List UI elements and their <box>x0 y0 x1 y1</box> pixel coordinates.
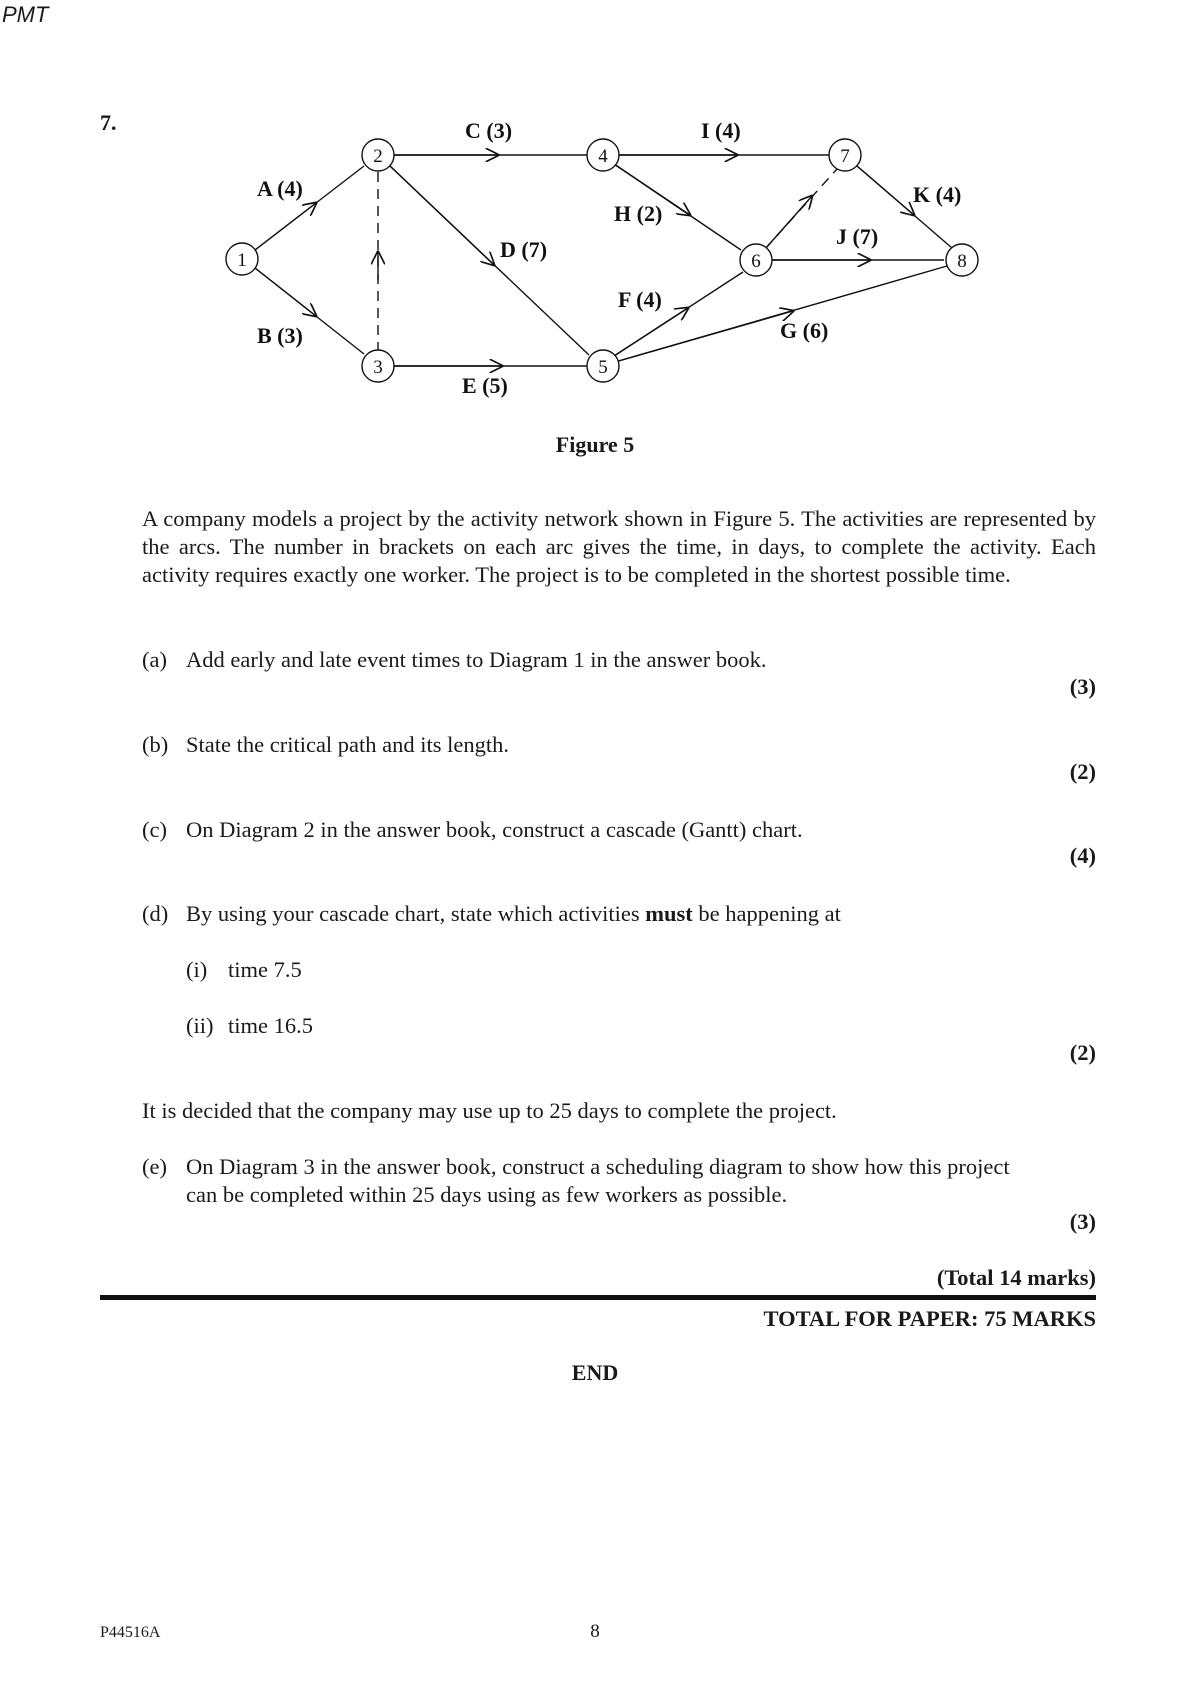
arc-label: D (7) <box>500 237 548 262</box>
decision-text: It is decided that the company may use up to 25 days to complete the project. <box>142 1098 837 1123</box>
arc-label: E (5) <box>462 373 508 398</box>
page-header: PMT <box>2 2 49 27</box>
arc-label: G (6) <box>780 318 829 343</box>
arc-label: H (2) <box>614 201 663 226</box>
part-d-ii-label: (ii) <box>186 1013 214 1038</box>
node-label: 2 <box>373 146 383 167</box>
part-d <box>142 900 1042 928</box>
part-a-text: Add early and late event times to Diagram 1 in the answer book. <box>186 647 767 672</box>
part-d-text: By using your cascade chart, state which activities must be happening at <box>186 901 841 926</box>
part-e <box>142 1153 1096 1213</box>
part-d-ii-text: time 16.5 <box>228 1013 313 1038</box>
part-e-line1: On Diagram 3 in the answer book, construct a scheduling diagram to show how this project <box>186 1154 1010 1179</box>
paper-code: P44516A <box>100 1624 161 1641</box>
figure-caption: Figure 5 <box>555 432 635 457</box>
question-intro: A company models a project by the activity network shown in Figure 5. The activities are represented by the arcs. The number in brackets on each arc gives the time, in days, to complete the activity. Each activity requires exactly one worker. The project is to be completed in the shortest possible time. <box>142 506 1096 587</box>
node-label: 4 <box>598 146 608 167</box>
part-e-line2: can be completed within 25 days using as few workers as possible. <box>186 1182 788 1207</box>
question-number: 7. <box>100 110 117 135</box>
node-label: 6 <box>751 251 761 272</box>
end-label: END <box>571 1360 619 1385</box>
part-d-label: (d) <box>142 901 169 926</box>
node-label: 5 <box>598 357 608 378</box>
part-c-label: (c) <box>142 817 167 842</box>
part-d-ii <box>186 1012 786 1040</box>
arc-label: B (3) <box>257 323 303 348</box>
page-number: 8 <box>590 1621 600 1642</box>
arc-label: A (4) <box>257 176 303 201</box>
arc-label: F (4) <box>618 287 662 312</box>
part-b-marks: (2) <box>1069 759 1096 784</box>
part-b-text: State the critical path and its length. <box>186 732 510 757</box>
part-a <box>142 646 1042 674</box>
part-e-label: (e) <box>142 1154 167 1179</box>
divider-rule <box>100 1295 1096 1300</box>
part-e-marks: (3) <box>1069 1209 1096 1234</box>
arc-label: C (3) <box>465 118 513 143</box>
node-label: 8 <box>957 251 967 272</box>
part-d-i-label: (i) <box>186 957 208 982</box>
part-c-marks: (4) <box>1069 843 1096 868</box>
node-label: 7 <box>840 146 850 167</box>
arc-label: J (7) <box>836 224 879 249</box>
part-c <box>142 816 1042 844</box>
part-d-i <box>186 956 786 984</box>
part-c-text: On Diagram 2 in the answer book, construct a cascade (Gantt) chart. <box>186 817 803 842</box>
arc-label: I (4) <box>701 118 741 143</box>
part-a-label: (a) <box>142 647 167 672</box>
node-label: 3 <box>373 357 383 378</box>
node-label: 1 <box>237 250 247 271</box>
part-a-marks: (3) <box>1069 674 1096 699</box>
part-b <box>142 731 1042 759</box>
part-d-i-text: time 7.5 <box>228 957 302 982</box>
arc-label: K (4) <box>913 182 962 207</box>
activity-network-diagram <box>0 0 1190 430</box>
part-d-marks: (2) <box>1069 1040 1096 1065</box>
total-marks: (Total 14 marks) <box>936 1265 1096 1290</box>
total-for-paper: TOTAL FOR PAPER: 75 MARKS <box>763 1306 1096 1331</box>
part-b-label: (b) <box>142 732 169 757</box>
